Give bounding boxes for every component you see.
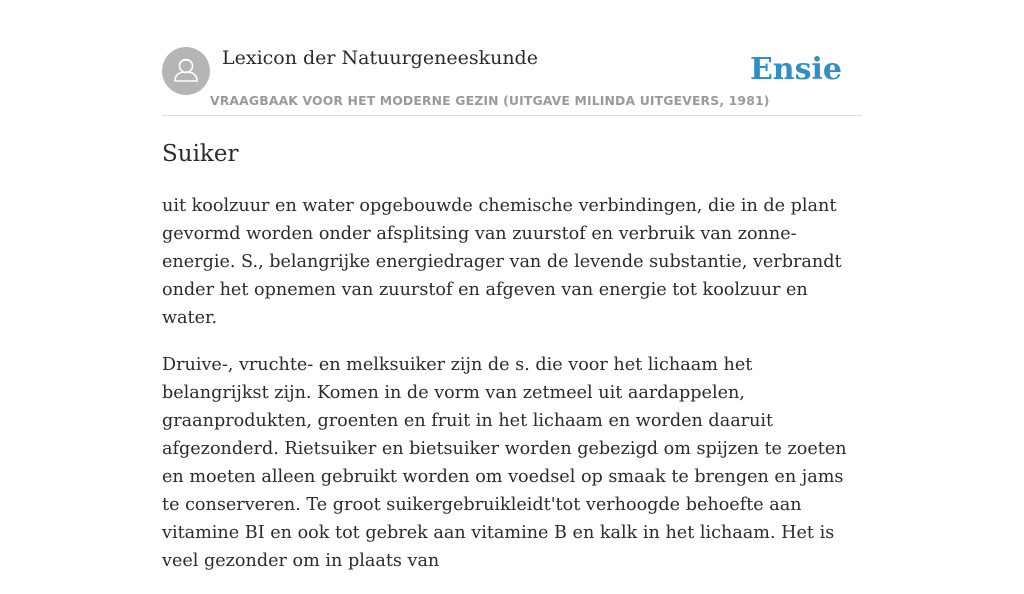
avatar-silhouette-icon xyxy=(162,47,210,95)
entry-title: Suiker xyxy=(162,141,239,167)
brand-logo[interactable]: Ensie xyxy=(749,52,842,87)
source-subtitle: VRAAGBAAK VOOR HET MODERNE GEZIN (UITGAVE MILINDA UITGEVERS, 1981) xyxy=(210,93,770,108)
entry-paragraph: Druive-, vruchte- en melksuiker zijn de s. die voor het lichaam het belangrijkst zijn. Komen in de vorm van zetmeel uit aardappelen, graanprodukten, groenten en fruit in het lichaam en worden daaruit afgezonderd. Rietsuiker en bietsuiker worden gebezigd om spijzen te zoeten en moeten alleen gebruikt worden om voedsel op smaak te brengen en jams te conserveren. Te groot suikergebruikleidt'tot verhoogde behoefte aan vitamine BI en ook tot gebrek aan vitamine B en kalk in het lichaam. Het is veel gezonder om in plaats van xyxy=(162,355,847,571)
entry-body xyxy=(162,192,862,594)
user-avatar-icon[interactable] xyxy=(162,47,210,95)
source-header xyxy=(162,46,862,116)
source-title[interactable]: Lexicon der Natuurgeneeskunde xyxy=(222,47,538,69)
entry-paragraph: uit koolzuur en water opgebouwde chemische verbindingen, die in de plant gevormd worden onder afsplitsing van zuurstof en verbruik van zonne-energie. S., belangrijke energiedrager van de levende substantie, verbrandt onder het opnemen van zuurstof en afgeven van energie tot koolzuur en water. xyxy=(162,196,842,328)
